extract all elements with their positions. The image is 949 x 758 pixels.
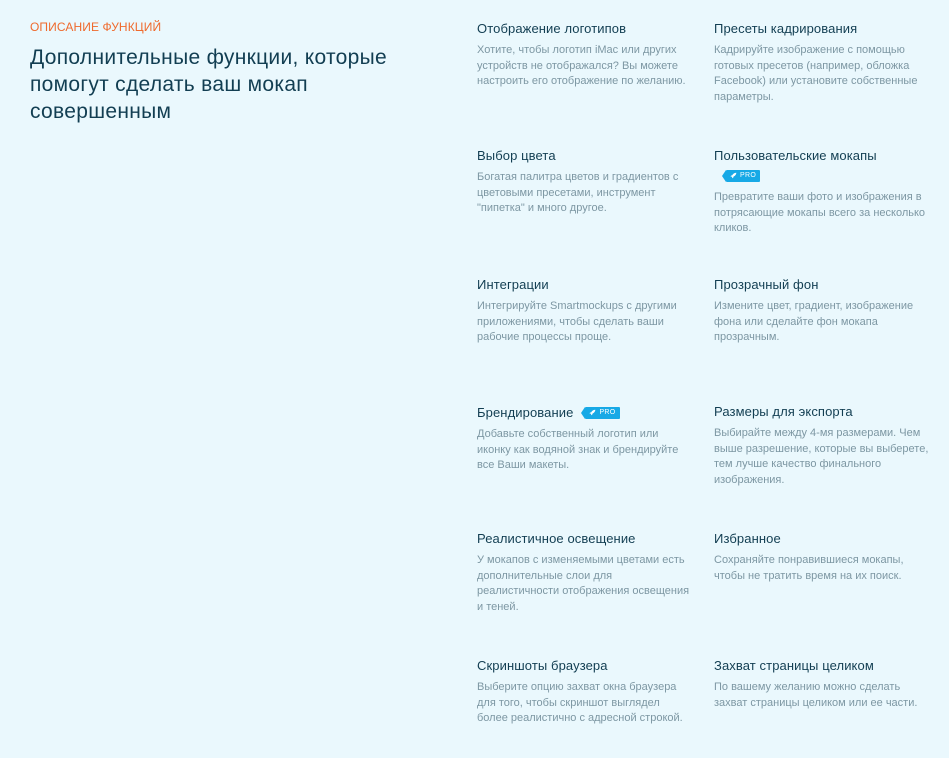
- feature-title: Реалистичное освещение: [477, 531, 636, 546]
- features-intro: [30, 20, 410, 125]
- feature-branding: [477, 404, 692, 474]
- feature-title: Отображение логотипов: [477, 21, 627, 36]
- feature-title: Пресеты кадрирования: [714, 21, 858, 36]
- feature-full-page-capture: [714, 657, 929, 711]
- feature-title: Прозрачный фон: [714, 277, 819, 292]
- feature-favorites: [714, 530, 929, 584]
- feature-description: Богатая палитра цветов и градиентов с цветовыми пресетами, инструмент "пипетка" и много другое.: [477, 171, 679, 215]
- feature-custom-mockups: [714, 147, 929, 237]
- feature-description: Кадрируйте изображение с помощью готовых пресетов (например, обложка Facebook) или установите собственные параметры.: [714, 44, 918, 104]
- feature-browser-screenshots: [477, 657, 692, 727]
- feature-description: Выбирайте между 4-мя размерами. Чем выше разрешение, которые вы выберете, тем лучше качество финального изображения.: [714, 427, 929, 487]
- rocket-icon: [589, 409, 596, 416]
- feature-title: Интеграции: [477, 277, 549, 292]
- rocket-icon: [730, 172, 737, 179]
- section-headline: Дополнительные функции, которые помогут сделать ваш мокап совершенным: [30, 46, 388, 123]
- feature-title-row: [477, 404, 692, 421]
- feature-logo-display: [477, 20, 692, 90]
- pro-badge-label: PRO: [740, 171, 757, 179]
- feature-description: Добавьте собственный логотип или иконку как водяной знак и брендируйте все Ваши макеты.: [477, 428, 679, 472]
- feature-description: У мокапов с изменяемыми цветами есть дополнительные слои для реалистичности отображения освещения и теней.: [477, 554, 690, 614]
- feature-description: По вашему желанию можно сделать захват страницы целиком или ее части.: [714, 681, 918, 709]
- feature-title: Захват страницы целиком: [714, 658, 874, 673]
- feature-description: Измените цвет, градиент, изображение фона или сделайте фон мокапа прозрачным.: [714, 300, 914, 344]
- feature-title: Размеры для экспорта: [714, 404, 853, 419]
- feature-realistic-lighting: [477, 530, 692, 616]
- section-eyebrow: ОПИСАНИЕ ФУНКЦИЙ: [30, 20, 162, 34]
- pro-badge-row: [726, 166, 929, 184]
- feature-description: Интегрируйте Smartmockups с другими приложениями, чтобы сделать ваши рабочие процессы проще.: [477, 300, 677, 344]
- feature-crop-presets: [714, 20, 929, 106]
- feature-title: Скриншоты браузера: [477, 658, 608, 673]
- feature-description: Превратите ваши фото и изображения в потрясающие мокапы всего за несколько кликов.: [714, 191, 926, 235]
- feature-title: Пользовательские мокапы: [714, 148, 877, 163]
- feature-description: Выберите опцию захват окна браузера для того, чтобы скриншот выглядел более реалистично с адресной строкой.: [477, 681, 683, 725]
- feature-transparent-background: [714, 276, 929, 346]
- feature-export-sizes: [714, 403, 929, 489]
- feature-title: Брендирование: [477, 405, 574, 420]
- feature-title: Избранное: [714, 531, 781, 546]
- pro-badge: [726, 170, 760, 182]
- feature-title: Выбор цвета: [477, 148, 556, 163]
- feature-description: Сохраняйте понравившиеся мокапы, чтобы не тратить время на их поиск.: [714, 554, 904, 582]
- feature-integrations: [477, 276, 692, 346]
- feature-description: Хотите, чтобы логотип iMac или других устройств не отображался? Вы можете настроить его отображение по желанию.: [477, 44, 686, 88]
- pro-badge: [585, 407, 619, 419]
- feature-color-picker: [477, 147, 692, 217]
- pro-badge-label: PRO: [599, 408, 616, 416]
